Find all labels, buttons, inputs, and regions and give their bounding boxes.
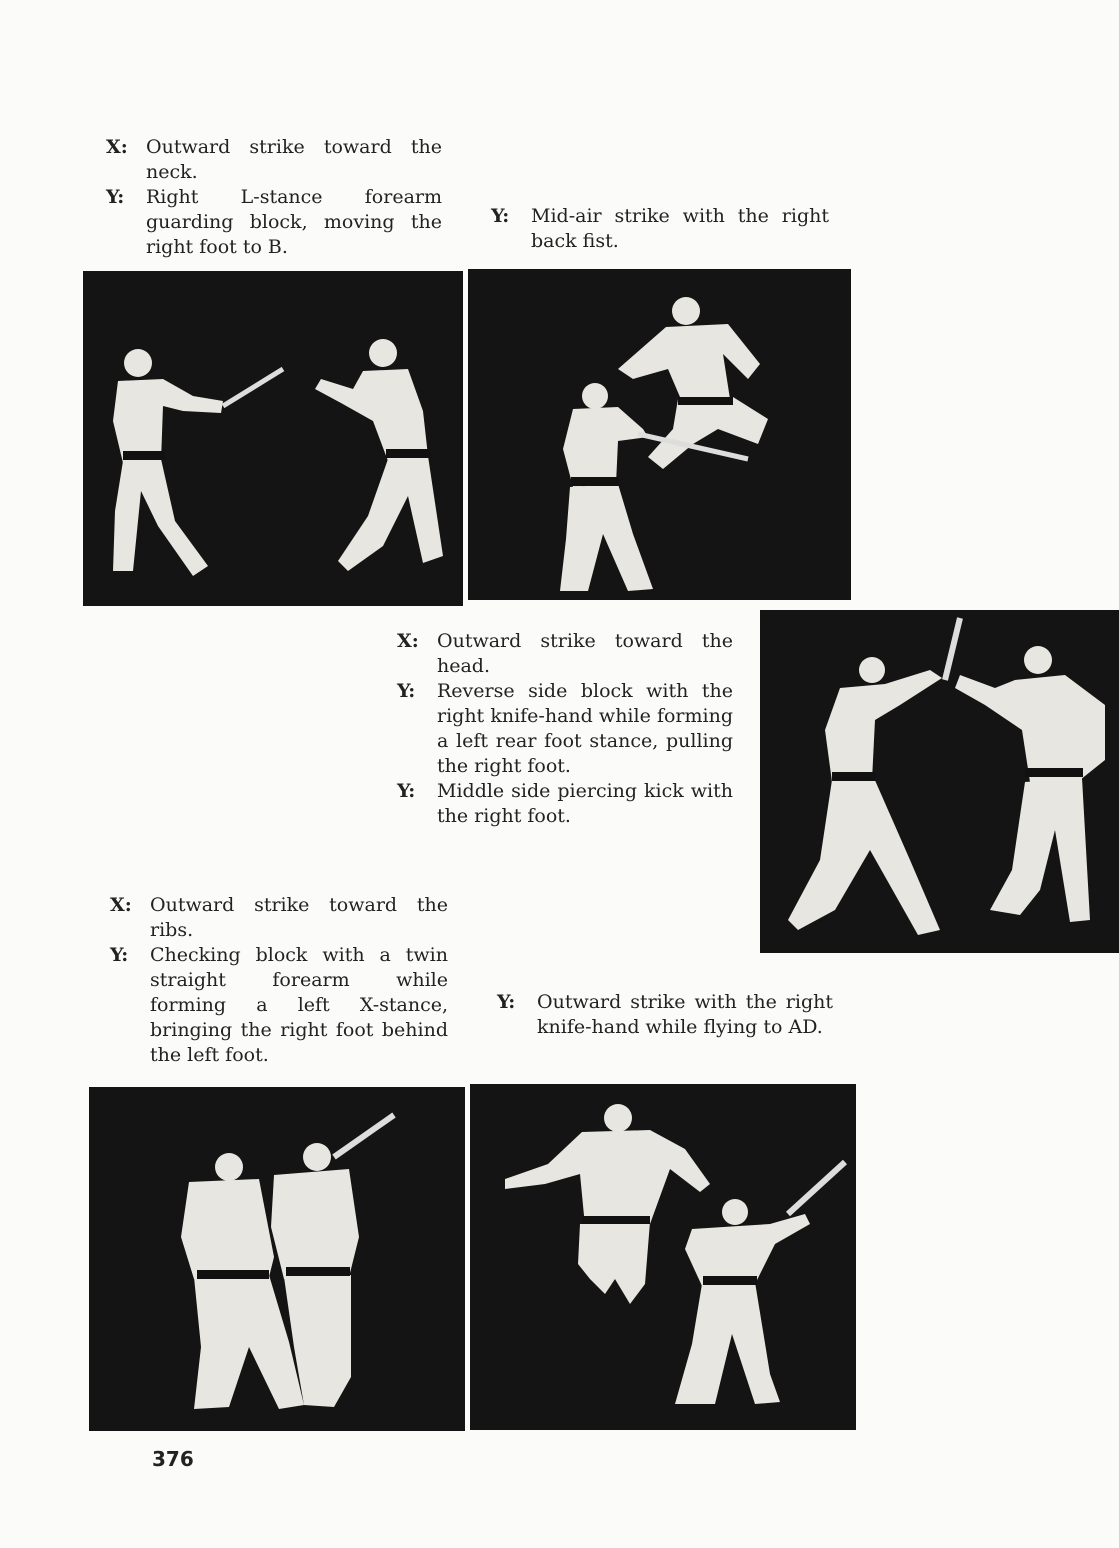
- caption-label: Y:: [497, 991, 516, 1013]
- photo-mid-air-back-fist: [468, 269, 851, 600]
- caption-label: X:: [397, 630, 419, 652]
- caption-text: Reverse side block with the right knife-hand while forming a left rear foot stance, pulling the right foot.: [437, 680, 733, 777]
- caption-line: [110, 893, 448, 943]
- page-number: 376: [152, 1447, 194, 1471]
- caption-block-4: [110, 893, 448, 1068]
- caption-label: Y:: [491, 205, 510, 227]
- caption-label: X:: [110, 894, 132, 916]
- caption-text: Outward strike toward the neck.: [146, 136, 442, 183]
- caption-line: [397, 779, 733, 829]
- caption-block-2: [491, 204, 829, 254]
- caption-label: Y:: [397, 680, 416, 702]
- photo-outward-strike-neck: [83, 271, 463, 606]
- photo-flying-knife-hand-strike: [470, 1084, 856, 1430]
- caption-block-5: [497, 990, 833, 1040]
- caption-line: [106, 135, 442, 185]
- caption-text: Outward strike with the right knife-hand while flying to AD.: [537, 991, 833, 1038]
- caption-text: Mid-air strike with the right back fist.: [531, 205, 829, 252]
- caption-line: [106, 185, 442, 260]
- caption-line: [397, 629, 733, 679]
- caption-label: Y:: [106, 186, 125, 208]
- caption-line: [110, 943, 448, 1068]
- photo-reverse-side-block: [760, 610, 1119, 953]
- caption-label: Y:: [110, 944, 129, 966]
- caption-text: Outward strike toward the head.: [437, 630, 733, 677]
- caption-line: [397, 679, 733, 779]
- caption-block-1: [106, 135, 442, 260]
- caption-text: Right L-stance forearm guarding block, moving the right foot to B.: [146, 186, 442, 258]
- caption-line: [497, 990, 833, 1040]
- caption-text: Outward strike toward the ribs.: [150, 894, 448, 941]
- caption-text: Checking block with a twin straight forearm while forming a left X-stance, bringing the right foot behind the left foot.: [150, 944, 448, 1066]
- caption-line: [491, 204, 829, 254]
- photo-checking-block-x-stance: [89, 1087, 465, 1431]
- caption-text: Middle side piercing kick with the right foot.: [437, 780, 733, 827]
- caption-label: Y:: [397, 780, 416, 802]
- caption-label: X:: [106, 136, 128, 158]
- caption-block-3: [397, 629, 733, 829]
